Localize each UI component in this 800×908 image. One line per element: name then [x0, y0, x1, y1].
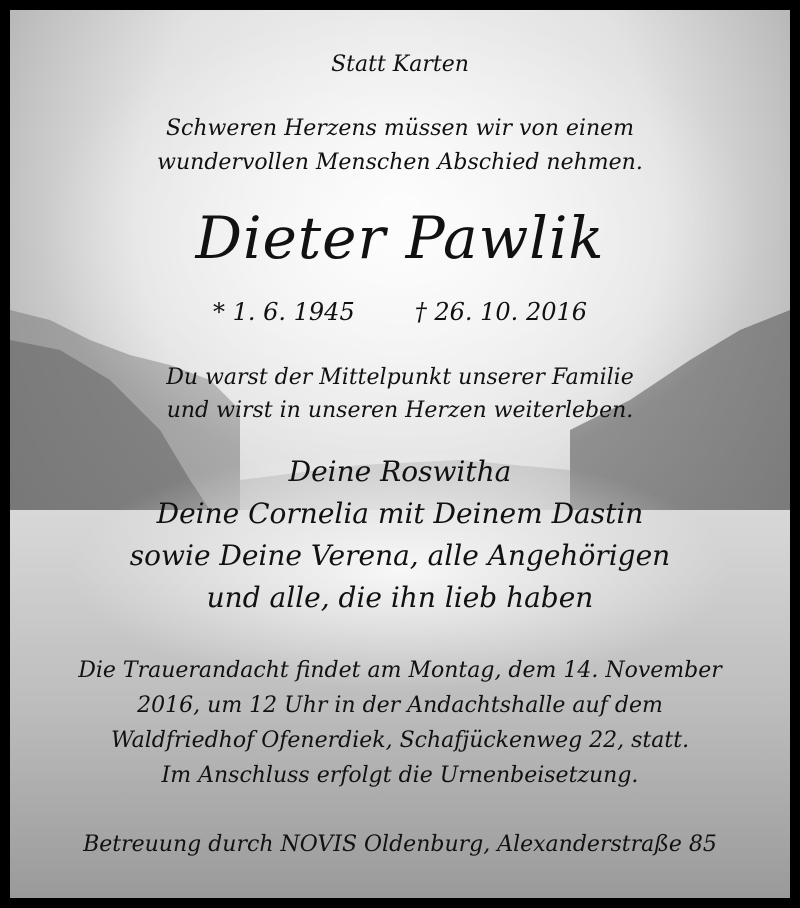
quote-line-1: Du warst der Mittelpunkt unserer Familie: [166, 365, 634, 390]
mourner-line-4: und alle, die ihn lieb haben: [206, 581, 594, 614]
service-line-2: 2016, um 12 Uhr in der Andachtshalle auf dem: [137, 693, 663, 718]
mourner-line-3: sowie Deine Verena, alle Angehörigen: [129, 539, 671, 572]
service-line-4: Im Anschluss erfolgt die Urnenbeisetzung.: [161, 763, 639, 788]
mourner-line-2: Deine Cornelia mit Deinem Dastin: [156, 497, 644, 530]
life-dates: [10, 298, 790, 326]
deceased-name: Dieter Pawlik: [195, 204, 605, 272]
service-line-3: Waldfriedhof Ofenerdiek, Schafjückenweg 22, statt.: [110, 728, 690, 753]
service-line-1: Die Trauerandacht findet am Montag, dem 14. November: [78, 658, 722, 683]
birth-date: * 1. 6. 1945: [212, 298, 355, 326]
funeral-home-footer: Betreuung durch NOVIS Oldenburg, Alexanderstraße 85: [83, 832, 717, 857]
header-text: Statt Karten: [331, 52, 469, 77]
intro-line-2: wundervollen Menschen Abschied nehmen.: [157, 150, 643, 175]
intro-line-1: Schweren Herzens müssen wir von einem: [165, 116, 634, 141]
mourner-line-1: Deine Roswitha: [288, 455, 512, 488]
quote-line-2: und wirst in unseren Herzen weiterleben.: [166, 398, 634, 423]
death-date: † 26. 10. 2016: [414, 298, 588, 326]
